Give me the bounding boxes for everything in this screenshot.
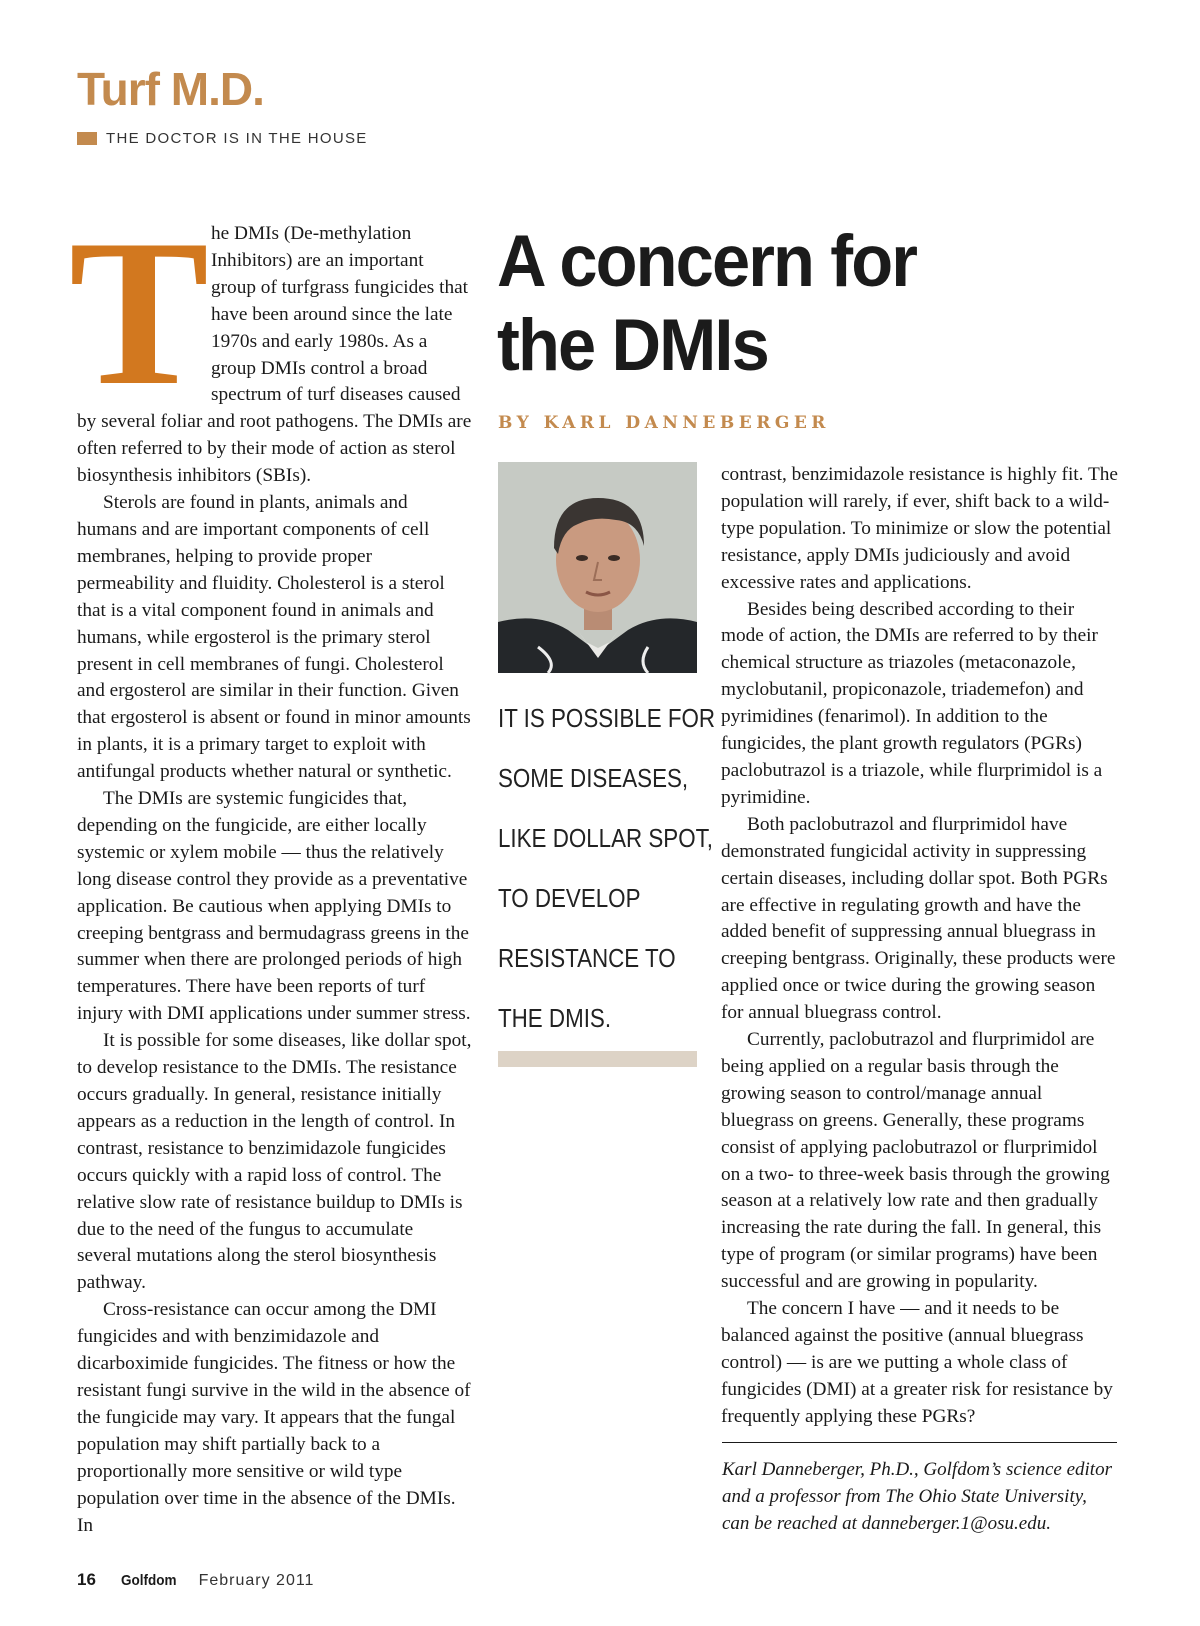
- drop-cap-letter: T: [68, 197, 210, 429]
- column-tagline: [77, 130, 368, 147]
- body-column-left: [68, 197, 472, 1539]
- pull-quote-line: IT IS POSSIBLE FOR: [498, 703, 716, 733]
- pull-quote-line: TO DEVELOP: [498, 883, 641, 913]
- article-headline: A concern for the DMIs: [497, 221, 917, 386]
- body-column-right: [721, 462, 1119, 1431]
- tagline-square-icon: [77, 132, 97, 145]
- pull-quote-line: SOME DISEASES,: [498, 763, 689, 793]
- paragraph: Sterols are found in plants, animals and humans and are important components of cell membranes, helping to provide proper permeability and fluidity. Cholesterol is a sterol that is a vital component found in animals and humans, while ergosterol is the primary sterol present in cell membranes of fungi. Cholesterol and ergosterol are similar in their function. Given that ergosterol is absent or found in minor amounts in plants, it is a primary target to exploit with antifungal products whether natural or synthetic.: [77, 492, 471, 783]
- paragraph: Cross-resistance can occur among the DMI fungicides and with benzimidazole and dicarboximide fungicides. The fitness or how the resistant fungi survive in the wild in the absence of the fungicide may vary. It appears that the fungal population may shift partially back to a proportionally more sensitive or wild type population over time in the absence of the DMIs. In: [77, 1299, 471, 1536]
- paragraph: Currently, paclobutrazol and flurprimidol are being applied on a regular basis through the growing season to control/manage annual bluegrass on greens. Generally, these programs consist of applying paclobutrazol or flurprimidol on a two- to three-week basis through the growing season at a relatively low rate and then gradually increasing the rate during the fall. In general, this type of program (or similar programs) have been successful and are growing in popularity.: [721, 1029, 1110, 1293]
- page-footer: [77, 1570, 314, 1590]
- pull-quote: [498, 688, 716, 1048]
- page-number: 16: [77, 1570, 96, 1589]
- column-title: Turf M.D.: [77, 63, 264, 115]
- bio-divider: [722, 1442, 1117, 1443]
- pull-quote-line: LIKE DOLLAR SPOT,: [498, 823, 713, 853]
- magazine-name: Golfdom: [120, 1572, 177, 1589]
- paragraph: he DMIs (De-methylation Inhibitors) are an important group of turfgrass fungicides that have been around since the late 1970s and early 1980s. As a group DMIs control a broad spectrum of turf diseases caused by several foliar and root pathogens. The DMIs are often referred to by their mode of action as sterol biosynthesis inhibitors (SBIs).: [77, 223, 472, 487]
- paragraph: Besides being described according to their mode of action, the DMIs are referred to by their chemical structure as triazoles (metaconazole, myclobutanil, propiconazole, triademefon) and pyrimidines (fenarimol). In addition to the fungicides, the plant growth regulators (PGRs) paclobutrazol is a triazole, while flurprimidol is a pyrimidine.: [721, 598, 1103, 808]
- paragraph: Both paclobutrazol and flurprimidol have demonstrated fungicidal activity in suppressing certain diseases, including dollar spot. Both PGRs are effective in regulating growth and have the added benefit of suppressing annual bluegrass in creeping bentgrass. Originally, these products were applied once or twice during the growing season for annual bluegrass control.: [721, 813, 1116, 1024]
- pull-quote-line: RESISTANCE TO: [498, 943, 676, 973]
- pull-quote-bar: [498, 1051, 697, 1067]
- pull-quote-line: THE DMIS.: [498, 1003, 612, 1033]
- paragraph: The DMIs are systemic fungicides that, depending on the fungicide, are either locally systemic or xylem mobile — thus the relatively long disease control they provide as a preventative application. Be cautious when applying DMIs to creeping bentgrass and bermudagrass greens in the summer when there are prolonged periods of high temperatures. There have been reports of turf injury with DMI applications under summer stress.: [77, 788, 471, 1025]
- author-bio: Karl Danneberger, Ph.D., Golfdom’s science editor and a professor from The Ohio State University, can be reached at danneberger.1@osu.edu.: [722, 1459, 1112, 1534]
- author-portrait-image: [498, 462, 697, 673]
- author-photo: [498, 462, 697, 673]
- paragraph: It is possible for some diseases, like dollar spot, to develop resistance to the DMIs. The resistance occurs gradually. In general, resistance initially appears as a reduction in the length of control. In contrast, resistance to benzimidazole fungicides occurs quickly with a rapid loss of control. The relative slow rate of resistance buildup to DMIs is due to the need of the fungus to accumulate several mutations along the sterol biosynthesis pathway.: [77, 1030, 472, 1294]
- drop-cap: [68, 197, 210, 429]
- paragraph: The concern I have — and it needs to be balanced against the positive (annual bluegrass control) — is are we putting a whole class of fungicides (DMI) at a greater risk for resistance by frequently applying these PGRs?: [721, 1298, 1113, 1427]
- tagline-text: THE DOCTOR IS IN THE HOUSE: [106, 130, 368, 147]
- issue-date: February 2011: [198, 1572, 315, 1589]
- paragraph: contrast, benzimidazole resistance is highly fit. The population will rarely, if ever, shift back to a wild-type population. To minimize or slow the potential resistance, apply DMIs judiciously and avoid excessive rates and applications.: [721, 464, 1118, 593]
- article-byline: BY KARL DANNEBERGER: [498, 413, 830, 433]
